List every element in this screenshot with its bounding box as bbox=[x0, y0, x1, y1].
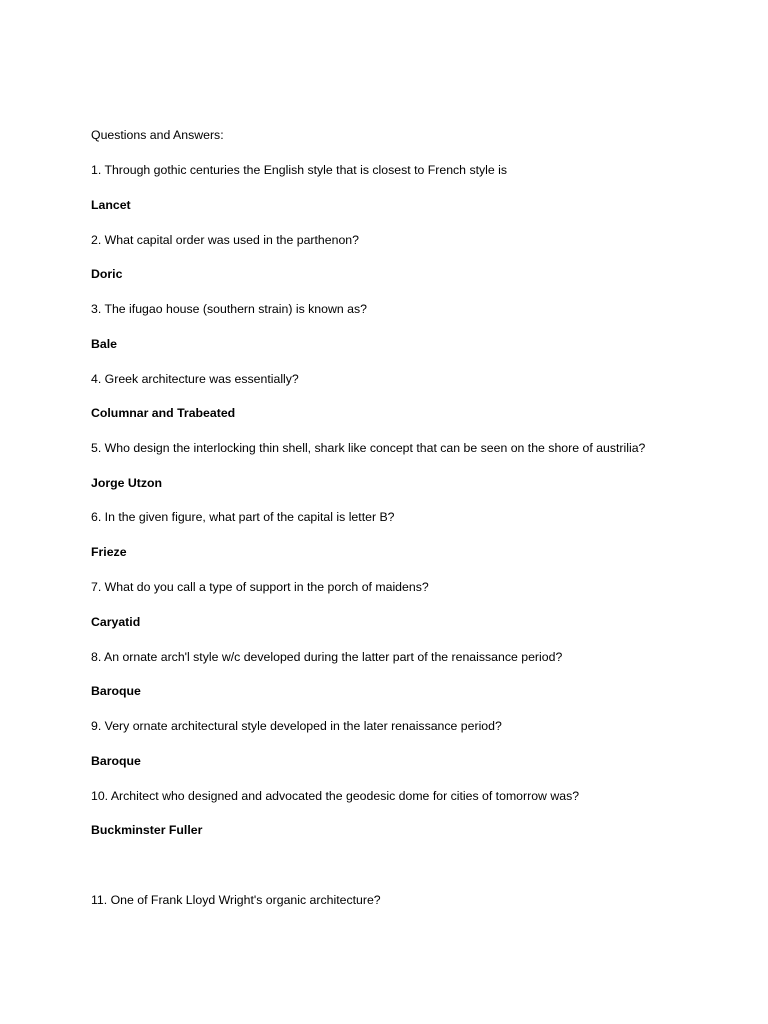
answer-1: Lancet bbox=[91, 198, 131, 212]
question-5: 5. Who design the interlocking thin shell, shark like concept that can be seen on the shore of austrilia? bbox=[91, 441, 646, 455]
answer-4: Columnar and Trabeated bbox=[91, 406, 236, 420]
question-11: 11. One of Frank Lloyd Wright's organic architecture? bbox=[91, 893, 381, 907]
answer-10: Buckminster Fuller bbox=[91, 823, 203, 837]
answer-8: Baroque bbox=[91, 684, 141, 698]
question-7: 7. What do you call a type of support in the porch of maidens? bbox=[91, 580, 429, 594]
question-9: 9. Very ornate architectural style developed in the later renaissance period? bbox=[91, 719, 502, 733]
question-6: 6. In the given figure, what part of the capital is letter B? bbox=[91, 510, 395, 524]
answer-5: Jorge Utzon bbox=[91, 476, 163, 490]
question-10: 10. Architect who designed and advocated the geodesic dome for cities of tomorrow was? bbox=[91, 789, 580, 803]
answer-7: Caryatid bbox=[91, 615, 141, 629]
document-heading: Questions and Answers: bbox=[91, 128, 224, 142]
answer-2: Doric bbox=[91, 267, 123, 281]
answer-6: Frieze bbox=[91, 545, 127, 559]
answer-9: Baroque bbox=[91, 754, 141, 768]
question-8: 8. An ornate arch'l style w/c developed during the latter part of the renaissance period? bbox=[91, 650, 563, 664]
question-2: 2. What capital order was used in the parthenon? bbox=[91, 233, 359, 247]
question-3: 3. The ifugao house (southern strain) is known as? bbox=[91, 302, 367, 316]
question-1: 1. Through gothic centuries the English style that is closest to French style is bbox=[91, 163, 508, 177]
question-4: 4. Greek architecture was essentially? bbox=[91, 372, 299, 386]
answer-3: Bale bbox=[91, 337, 117, 351]
